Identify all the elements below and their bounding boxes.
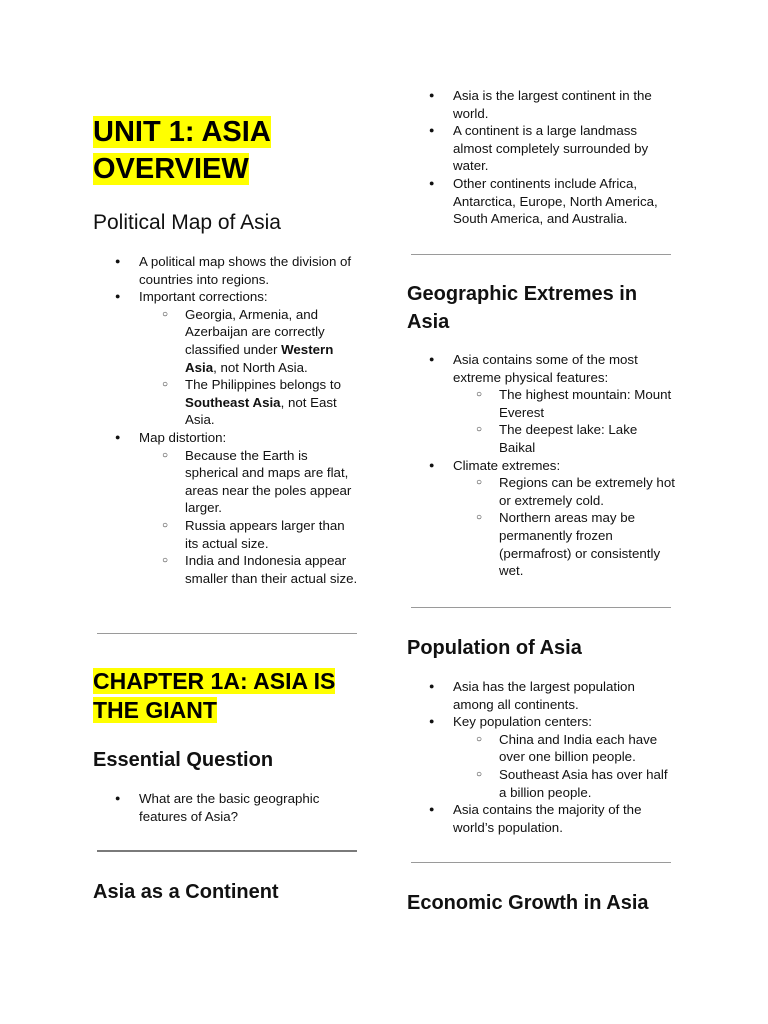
list-item: ● A continent is a large landmass almost completely surrounded by water. xyxy=(407,122,675,175)
list-item: ● What are the basic geographic features of Asia? xyxy=(93,790,361,825)
sub-list xyxy=(453,731,675,801)
divider xyxy=(97,850,357,852)
list-item: ● Asia is the largest continent in the world. xyxy=(407,87,675,122)
list-item: ● A political map shows the division of countries into regions. xyxy=(93,253,361,288)
essential-question-list xyxy=(93,790,361,825)
essential-question-heading: Essential Question xyxy=(93,749,274,771)
sub-list xyxy=(453,474,675,580)
political-map-list xyxy=(93,253,361,587)
sub-list-item: ○ The Philippines belongs to Southeast Asia, not East Asia. xyxy=(139,376,361,429)
divider xyxy=(411,254,671,255)
political-map-heading: Political Map of Asia xyxy=(93,211,281,234)
list-item: ● Important corrections: ○ Georgia, Armenia, and Azerbaijan are correctly classified under Western Asia, not North Asia. ○ The Philippines belongs to Southeast Asia, not East Asia. xyxy=(93,288,361,429)
unit-title: UNIT 1: ASIA OVERVIEW xyxy=(93,116,271,185)
chapter-title: CHAPTER 1A: ASIA IS THE GIANT xyxy=(93,668,336,723)
list-item: ● Other continents include Africa, Antarctica, Europe, North America, South America, and Australia. xyxy=(407,175,675,228)
list-item: ● Climate extremes: ○ Regions can be extremely hot or extremely cold. ○ Northern areas may be permanently frozen (permafrost) or consistently wet. xyxy=(407,457,675,580)
extremes-list xyxy=(407,351,675,580)
divider xyxy=(411,862,671,863)
sub-list-item: ○ The highest mountain: Mount Everest xyxy=(453,386,675,421)
divider xyxy=(97,633,357,634)
divider xyxy=(411,607,671,608)
sub-list-item: ○ Russia appears larger than its actual size. xyxy=(139,517,361,552)
sub-list-item: ○ Southeast Asia has over half a billion people. xyxy=(453,766,675,801)
economic-heading: Economic Growth in Asia xyxy=(407,892,649,914)
sub-list-item: ○ The deepest lake: Lake Baikal xyxy=(453,421,675,456)
sub-list-item: ○ China and India each have over one billion people. xyxy=(453,731,675,766)
population-heading: Population of Asia xyxy=(407,637,582,659)
continent-heading: Asia as a Continent xyxy=(93,881,279,903)
extremes-heading: Geographic Extremes in Asia xyxy=(407,283,638,333)
sub-list-item: ○ Northern areas may be permanently frozen (permafrost) or consistently wet. xyxy=(453,509,675,579)
sub-list xyxy=(139,447,361,588)
sub-list xyxy=(453,386,675,456)
population-list xyxy=(407,678,675,836)
list-item: ● Key population centers: ○ China and India each have over one billion people. ○ Southeast Asia has over half a billion people. xyxy=(407,713,675,801)
sub-list xyxy=(139,306,361,429)
sub-list-item: ○ India and Indonesia appear smaller than their actual size. xyxy=(139,552,361,587)
list-item: ● Asia has the largest population among all continents. xyxy=(407,678,675,713)
list-item: ● Asia contains the majority of the world’s population. xyxy=(407,801,675,836)
list-item: ● Map distortion: ○ Because the Earth is spherical and maps are flat, areas near the poles appear larger. ○ Russia appears larger than its actual size. ○ India and Indonesia appear smaller than their actual size. xyxy=(93,429,361,587)
sub-list-item: ○ Georgia, Armenia, and Azerbaijan are correctly classified under Western Asia, not North Asia. xyxy=(139,306,361,376)
list-item: ● Asia contains some of the most extreme physical features: ○ The highest mountain: Mount Everest ○ The deepest lake: Lake Baikal xyxy=(407,351,675,457)
sub-list-item: ○ Regions can be extremely hot or extremely cold. xyxy=(453,474,675,509)
continent-list xyxy=(407,87,675,228)
sub-list-item: ○ Because the Earth is spherical and maps are flat, areas near the poles appear larger. xyxy=(139,447,361,517)
